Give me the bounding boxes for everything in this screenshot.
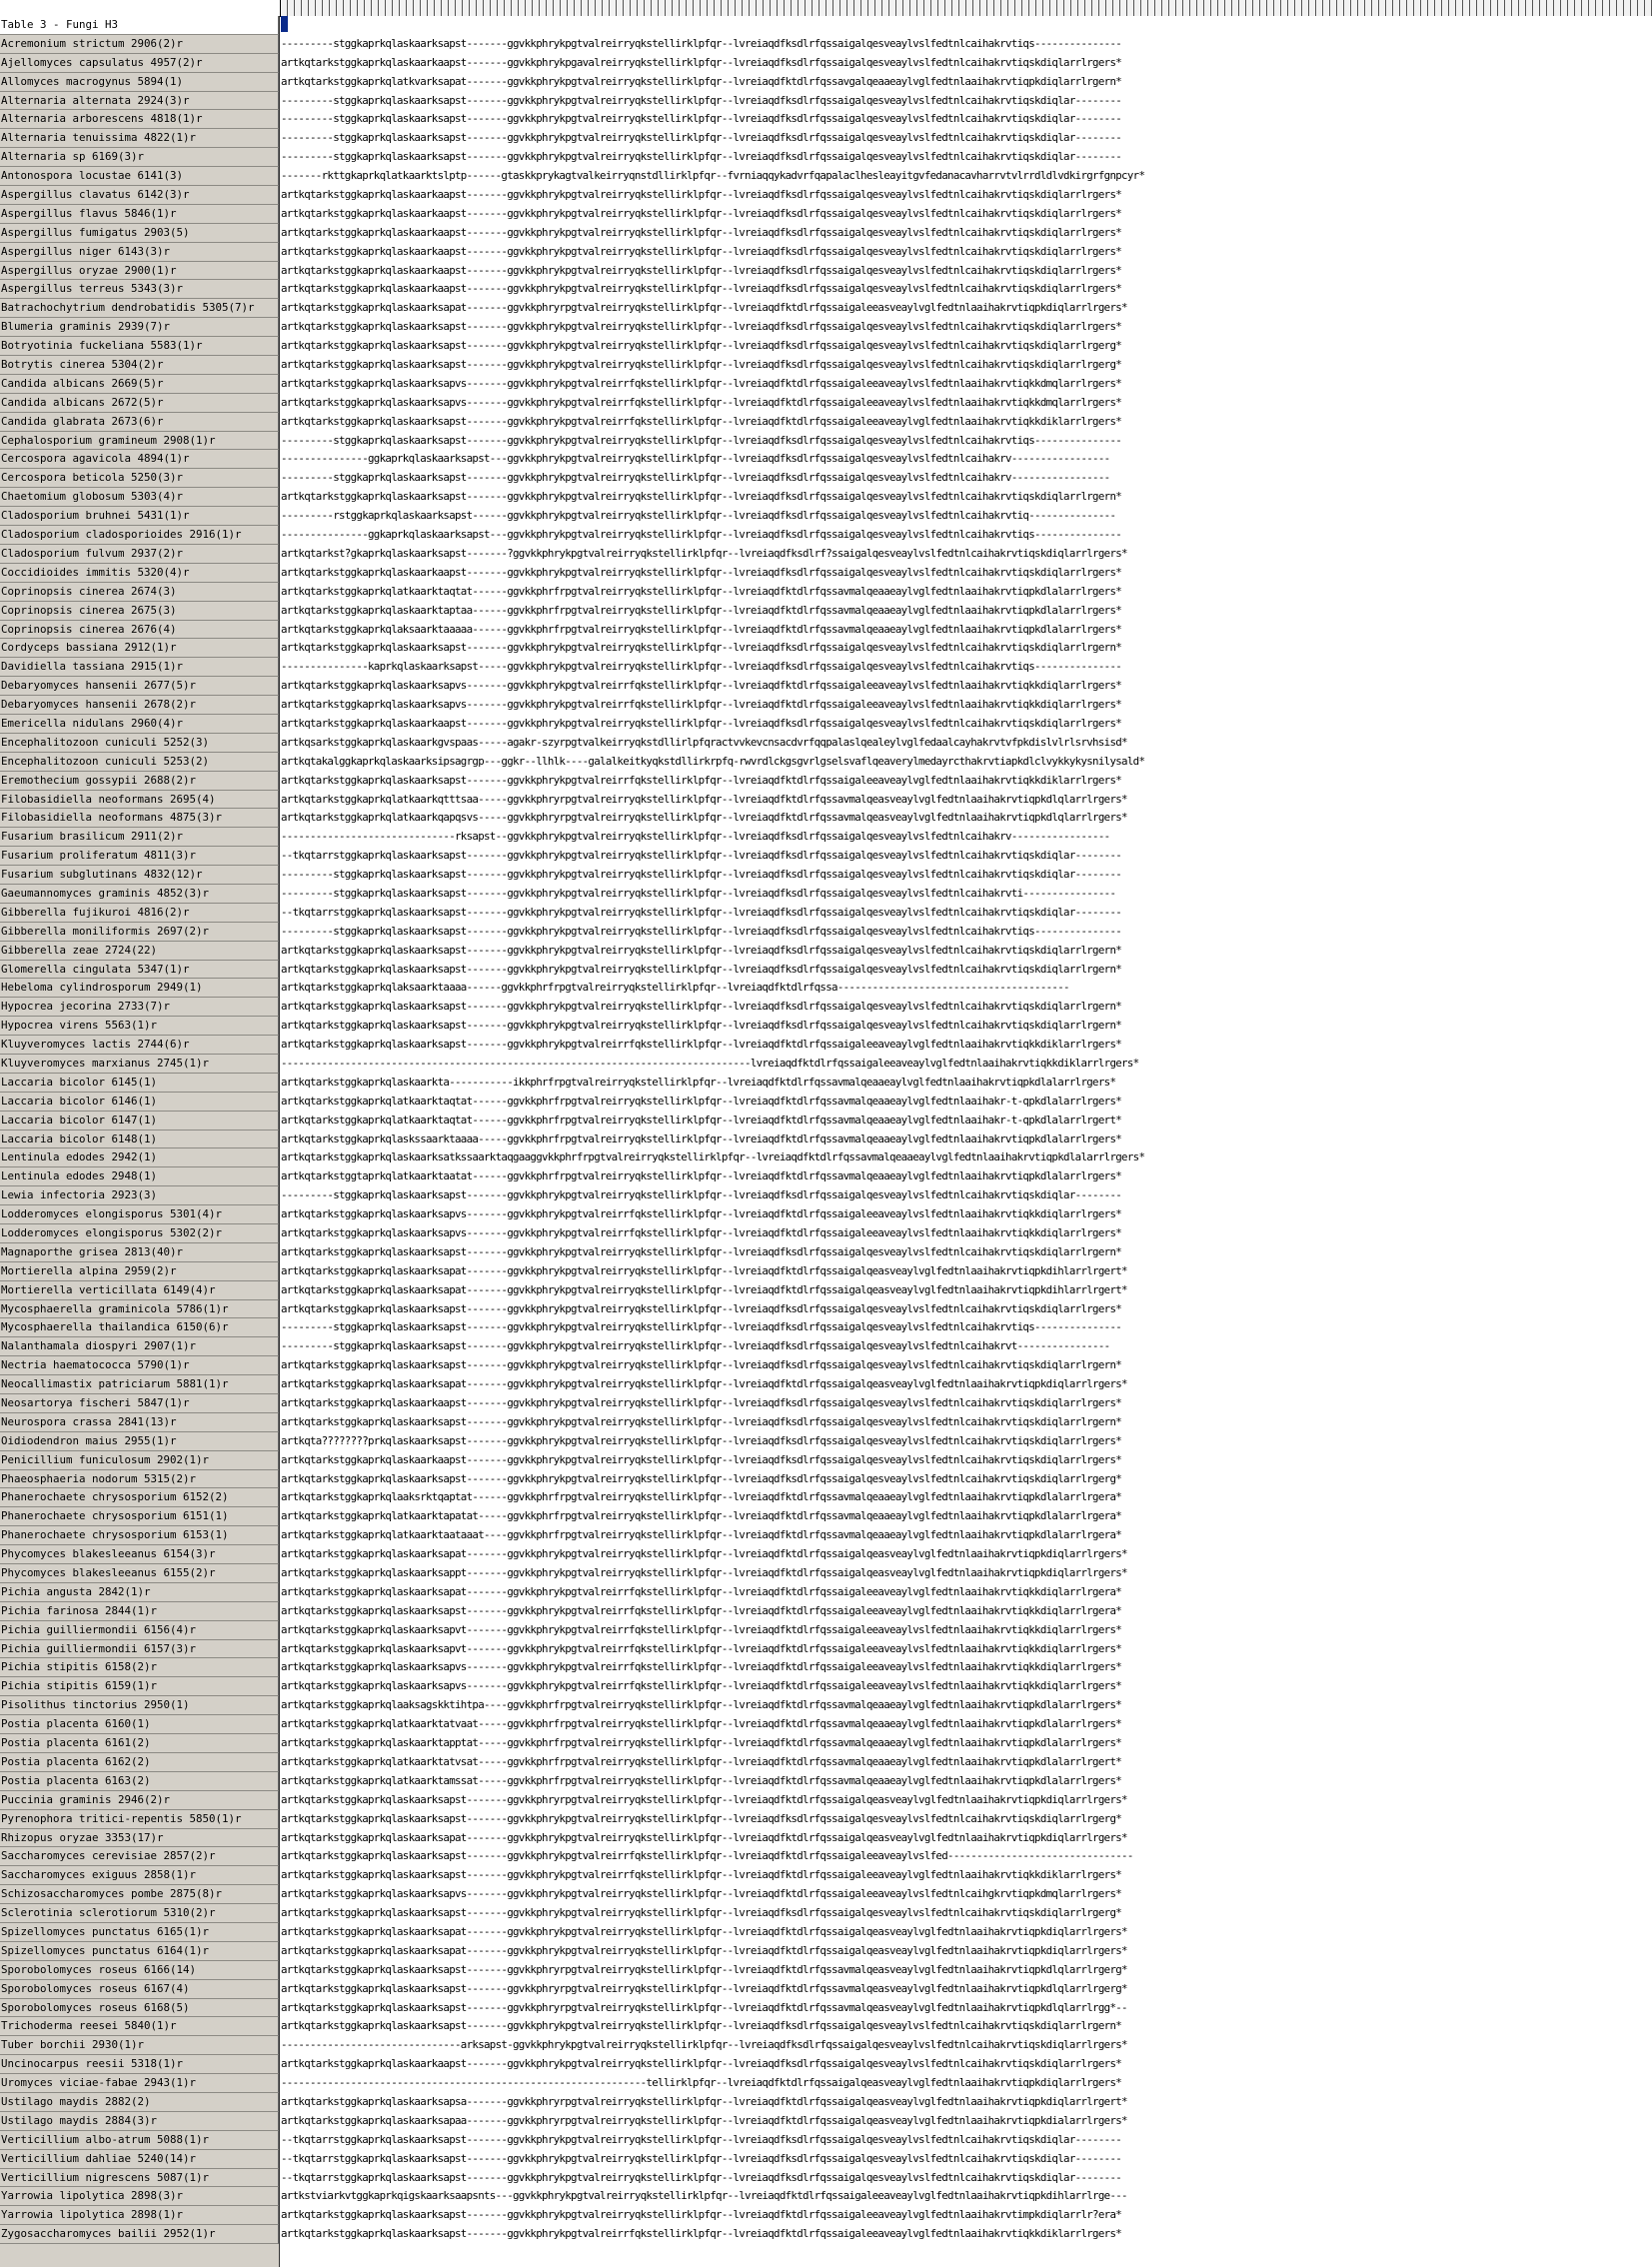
sequence-name[interactable]: Phycomyces blakesleeanus 6155(2)r <box>0 1564 279 1583</box>
sequence-row[interactable]: artkqtakalggkaprkqlaskaarksipsagrgp---ggkr--llhlk----galalkeitkyqkstdllirkrpfq-rwvrdlckgsgvrlgselsvaflqeaverylmedayrcthakrvtiapkdlclvykkykysnilysald* <box>281 754 1145 768</box>
sequence-name[interactable]: Candida albicans 2672(5)r <box>0 394 279 413</box>
sequence-name[interactable]: Coccidioides immitis 5320(4)r <box>0 564 279 583</box>
sequence-name[interactable]: Yarrowia lipolytica 2898(3)r <box>0 2187 279 2206</box>
sequence-row[interactable]: artkqtarkstggkaprkqlaskaarksappt-------ggvkkphrykpgtvalreirryqkstellirklpfqr--lvreiaqdfktdlrfqssaigalqeasveaylvglfedtnlaaihakrvtiqpkdiqlarrlrgers* <box>281 1566 1127 1580</box>
sequence-row[interactable]: ---------stggkaprkqlaskaarksapst-------ggvkkphrykpgtvalreirryqkstellirklpfqr--lvreiaqdfksdlrfqssaigalqesveaylvslfedtnlcaihakrvt---------------- <box>281 1339 1110 1353</box>
sequence-row[interactable]: artkqtarkstggkaprkqlaskaarktaptaa------ggvkkphrfrpgtvalreirryqkstellirklpfqr--lvreiaqdfktdlrfqssavmalqeaaeaylvglfedtnlaaihakrvtiqpkdlalarrlrgers* <box>281 603 1122 617</box>
sequence-name[interactable]: Fusarium brasilicum 2911(2)r <box>0 828 279 847</box>
sequence-name[interactable]: Botryotinia fuckeliana 5583(1)r <box>0 337 279 356</box>
sequence-name[interactable]: Encephalitozoon cuniculi 5252(3) <box>0 734 279 753</box>
sequence-row[interactable]: -------rkttgkaprkqlatkaarktslptp------gtaskkprykagtvalkeirryqnstdllirklpfqr--fvrniaqqykadvrfqapalaclhesleayitgvfedanacavharrvtvlrrdldlvdkirgrfgnpcyr* <box>281 169 1145 183</box>
sequence-name[interactable]: Cladosporium bruhnei 5431(1)r <box>0 507 279 526</box>
sequence-name[interactable]: Debaryomyces hansenii 2677(5)r <box>0 677 279 696</box>
sequence-row[interactable]: artkqtarkstggkaprkqlaksaarktaaaa------ggvkkphrfrpgtvalreirryqkstellirklpfqr--lvreiaqdfktdlrfqssa---------------------------------------- <box>281 981 1069 995</box>
sequence-name[interactable]: Cercospora agavicola 4894(1)r <box>0 450 279 469</box>
sequence-name[interactable]: Allomyces macrogynus 5894(1) <box>0 73 279 92</box>
sequence-name[interactable]: Pisolithus tinctorius 2950(1) <box>0 1696 279 1715</box>
sequence-name[interactable]: Laccaria bicolor 6146(1) <box>0 1093 279 1112</box>
sequence-name[interactable]: Hypocrea virens 5563(1)r <box>0 1017 279 1036</box>
sequence-name[interactable]: Debaryomyces hansenii 2678(2)r <box>0 696 279 715</box>
sequence-row[interactable]: artkqtarkstggkaprkqlaskaarksapst-------ggvkkphrykpgtvalreirryqkstellirklpfqr--lvreiaqdfksdlrfqssaigalqesveaylvslfedtnlcaihakrvtiqskdiqlarrlrgern* <box>281 641 1122 655</box>
sequence-row[interactable]: ---------------------------------------------------------------------------------lvreiaqdfktdlrfqssaigaleeaveaylvglfedtnlaaihakrvtiqkkdiklarrlrgers* <box>281 1056 1139 1070</box>
sequence-name[interactable]: Cladosporium fulvum 2937(2)r <box>0 545 279 564</box>
sequence-row[interactable]: artkqtarkstggkaprkqlaskaarksapst-------ggvkkphrykpgtvalreirryqkstellirklpfqr--lvreiaqdfksdlrfqssaigalqesveaylvslfedtnlcaihakrvtiqskdiqlarrlrgern* <box>281 2019 1122 2033</box>
sequence-name[interactable]: Gibberella zeae 2724(22) <box>0 942 279 961</box>
sequence-row[interactable]: artkqtarkstggkaprkqlaskaarksapsa-------ggvkkphryrpgtvalreirryqkstellirklpfqr--lvreiaqdfktdlrfqssaigalqeasveaylvglfedtnlaaihakrvtiqpkdiqlarrlrgert* <box>281 2094 1127 2108</box>
alignment-panel[interactable] <box>281 16 1652 2267</box>
sequence-row[interactable]: artkqtarkstggkaprkqlaskaarksapvs-------ggvkkphrykpgtvalreirrfqkstellirklpfqr--lvreiaqdfktdlrfqssaigaleeaveaylvslfedtnlaaihakrvtiqkkdiqlarrlrgers* <box>281 698 1122 712</box>
sequence-row[interactable]: artkqtarkstggkaprkqlaskaarksapvs-------ggvkkphrykpgtvalreirrfqkstellirklpfqr--lvreiaqdfktdlrfqssaigaleeaveaylvslfedtnlaaihakrvtiqkkdiqlarrlrgers* <box>281 1226 1122 1239</box>
sequence-row[interactable]: ---------stggkaprkqlaskaarksapst-------ggvkkphrykpgtvalreirryqkstellirklpfqr--lvreiaqdfksdlrfqssaigalqesveaylvslfedtnlcaihakrvti---------------- <box>281 886 1116 900</box>
sequence-name[interactable]: Coprinopsis cinerea 2676(4) <box>0 621 279 640</box>
sequence-row[interactable]: --tkqtarrstggkaprkqlaskaarksapst-------ggvkkphrykpgtvalreirryqkstellirklpfqr--lvreiaqdfksdlrfqssaigalqesveaylvslfedtnlcaihakrvtiqskdiqlar-------- <box>281 2132 1122 2146</box>
sequence-name[interactable]: Verticillium dahliae 5240(14)r <box>0 2150 279 2169</box>
sequence-name[interactable]: Ustilago maydis 2884(3)r <box>0 2112 279 2131</box>
sequence-name[interactable]: Neurospora crassa 2841(13)r <box>0 1413 279 1432</box>
sequence-name[interactable]: Penicillium funiculosum 2902(1)r <box>0 1451 279 1470</box>
sequence-row[interactable]: artkqtarkstggkaprkqlaskaarksapst-------ggvkkphryrpgtvalreirryqkstellirklpfqr--lvreiaqdfktdlrfqssaigalqeasveaylvglfedtnlaaihakrvtiqpkdiqlarrlrgers* <box>281 1792 1127 1806</box>
sequence-row[interactable]: artkqtarkstggkaprkqlaskaarksapaa-------ggvkkphryrpgtvalreirryqkstellirklpfqr--lvreiaqdfktdlrfqssaigalqeasveaylvglfedtnlaaihakrvtiqpkdialarrlrgers* <box>281 2113 1127 2127</box>
sequence-row[interactable]: artkqta????????prkqlaskaarksapst-------ggvkkphrykpgtvalreirryqkstellirklpfqr--lvreiaqdfksdlrfqssaigalqesveaylvslfedtnlcaihakrvtiqskdiqlarrlrgers* <box>281 1433 1122 1447</box>
sequence-row[interactable]: ------------------------------rksapst--ggvkkphrykpgtvalreirryqkstellirklpfqr--lvreiaqdfksdlrfqssaigalqesveaylvslfedtnlcaihakrv----------------- <box>281 830 1110 844</box>
sequence-row[interactable]: artkqtarkstggkaprkqlaskaarksapst-------ggvkkphrykpgtvalreirrfqkstellirklpfqr--lvreiaqdfktdlrfqssaigaleeaveaylvglfedtnlaaihakrvtiqkkdiklarrlrgers* <box>281 1038 1122 1052</box>
sequence-row[interactable]: artkqtarkstggkaprkqlaskaarksapvs-------ggvkkphrykpgtvalreirrfqkstellirklpfqr--lvreiaqdfktdlrfqssaigaleeaveaylvslfedtnlaaihakrvtiqkkdmqlarrlrgers* <box>281 376 1122 390</box>
sequence-name[interactable]: Neosartorya fischeri 5847(1)r <box>0 1394 279 1413</box>
sequence-name[interactable]: Emericella nidulans 2960(4)r <box>0 715 279 734</box>
sequence-row[interactable]: artkqtarkstggkaprkqlaskaarksapvs-------ggvkkphrykpgtvalreirrfqkstellirklpfqr--lvreiaqdfktdlrfqssaigaleeaveaylvslfedtnlaaihakrvtiqkkdiqlarrlrgers* <box>281 1679 1122 1693</box>
sequence-name[interactable]: Aspergillus fumigatus 2903(5) <box>0 224 279 243</box>
sequence-row[interactable]: artkqtarkstggkaprkqlatkaarktamssat-----ggvkkphrfrpgtvalreirryqkstellirklpfqr--lvreiaqdfktdlrfqssavmalqeaaeaylvglfedtnlaaihakrvtiqpkdlalarrlrgers* <box>281 1773 1122 1787</box>
sequence-name[interactable]: Spizellomyces punctatus 6164(1)r <box>0 1942 279 1961</box>
sequence-name[interactable]: Cordyceps bassiana 2912(1)r <box>0 639 279 658</box>
sequence-name[interactable]: Schizosaccharomyces pombe 2875(8)r <box>0 1885 279 1904</box>
sequence-row[interactable]: ---------stggkaprkqlaskaarksapst-------ggvkkphrykpgtvalreirryqkstellirklpfqr--lvreiaqdfksdlrfqssaigalqesveaylvslfedtnlcaihakrvtiqskdiqlar-------- <box>281 112 1122 126</box>
sequence-name[interactable]: Zygosaccharomyces bailii 2952(1)r <box>0 2225 279 2244</box>
sequence-name[interactable]: Phanerochaete chrysosporium 6153(1) <box>0 1526 279 1545</box>
sequence-name[interactable]: Coprinopsis cinerea 2674(3) <box>0 583 279 602</box>
sequence-name[interactable]: Oidiodendron maius 2955(1)r <box>0 1432 279 1451</box>
sequence-row[interactable]: ---------------ggkaprkqlaskaarksapst---ggvkkphrykpgtvalreirryqkstellirklpfqr--lvreiaqdfksdlrfqssaigalqesveaylvslfedtnlcaihakrvtiqs--------------- <box>281 528 1122 542</box>
sequence-name[interactable]: Postia placenta 6160(1) <box>0 1715 279 1734</box>
sequence-name[interactable]: Glomerella cingulata 5347(1)r <box>0 961 279 980</box>
sequence-row[interactable]: artkqtarkstggkaprkqlaskaarkaapst-------ggvkkphrykpgtvalreirryqkstellirklpfqr--lvreiaqdfksdlrfqssaigalqesveaylvslfedtnlcaihakrvtiqskdiqlarrlrgers* <box>281 565 1122 579</box>
sequence-row[interactable]: artkqtarkstggkaprkqlaskaarksapst-------ggvkkphrykpgtvalreirryqkstellirklpfqr--lvreiaqdfksdlrfqssaigalqesveaylvslfedtnlcaihakrvtiqskdiqlarrlrgern* <box>281 1000 1122 1014</box>
sequence-name[interactable]: Aspergillus flavus 5846(1)r <box>0 205 279 224</box>
sequence-name[interactable]: Sporobolomyces roseus 6167(4) <box>0 1980 279 1999</box>
sequence-row[interactable]: ---------stggkaprkqlaskaarksapst-------ggvkkphrykpgtvalreirryqkstellirklpfqr--lvreiaqdfksdlrfqssaigalqesveaylvslfedtnlcaihakrvtiqskdiqlar-------- <box>281 868 1122 882</box>
sequence-name[interactable]: Alternaria sp 6169(3)r <box>0 148 279 167</box>
sequence-row[interactable]: ---------stggkaprkqlaskaarksapst-------ggvkkphrykpgtvalreirryqkstellirklpfqr--lvreiaqdfksdlrfqssaigalqesveaylvslfedtnlcaihakrvtiqs--------------- <box>281 36 1122 50</box>
sequence-name[interactable]: Pichia stipitis 6159(1)r <box>0 1677 279 1696</box>
sequence-row[interactable]: artkqtarkstggkaprkqlatkvarksapat-------ggvkkphrykpgtvalreirryqkstellirklpfqr--lvreiaqdfktdlrfqssavgalqeaaeaylvglfedtnlaaihakrvtiqpkdiqlarrlrgern* <box>281 74 1122 88</box>
sequence-name[interactable]: Batrachochytrium dendrobatidis 5305(7)r <box>0 299 279 318</box>
sequence-name[interactable]: Postia placenta 6162(2) <box>0 1753 279 1772</box>
sequence-row[interactable]: artkqtarkstggkaprkqlaskaarksapat-------ggvkkphrykpgtvalreirrfqkstellirklpfqr--lvreiaqdfktdlrfqssaigaleeaveaylvglfedtnlaaihakrvtiqkkdiqlarrlrgera* <box>281 1584 1122 1598</box>
sequence-name[interactable]: Pichia stipitis 6158(2)r <box>0 1658 279 1677</box>
sequence-name[interactable]: Verticillium albo-atrum 5088(1)r <box>0 2131 279 2150</box>
sequence-row[interactable]: artkqtarkstggkaprkqlaskaarksapst-------ggvkkphrykpgtvalreirryqkstellirklpfqr--lvreiaqdfksdlrfqssaigalqesveaylvslfedtnlcaihakrvtiqskdiqlarrlrgern* <box>281 490 1122 504</box>
ruler-corner <box>0 0 281 16</box>
sequence-name[interactable]: Filobasidiella neoformans 2695(4) <box>0 791 279 810</box>
sequence-row[interactable]: artkqtarkstggkaprkqlaskaarkaapst-------ggvkkphrykpgtvalreirryqkstellirklpfqr--lvreiaqdfksdlrfqssaigalqesveaylvslfedtnlcaihakrvtiqskdiqlarrlrgers* <box>281 206 1122 220</box>
sequence-row[interactable]: artkqtarkstggkaprkqlaskaarksapst-------ggvkkphrykpgtvalreirrfqkstellirklpfqr--lvreiaqdfktdlrfqssaigaleeaveaylvglfedtnlaaihakrvtiqkkdiklarrlrgers* <box>281 2227 1122 2241</box>
sequence-row[interactable]: --tkqtarrstggkaprkqlaskaarksapst-------ggvkkphrykpgtvalreirryqkstellirklpfqr--lvreiaqdfksdlrfqssaigalqesveaylvslfedtnlcaihakrvtiqskdiqlar-------- <box>281 2151 1122 2165</box>
sequence-row[interactable]: artkqtarkstggkaprkqlaskaarksapst-------ggvkkphrykpgtvalreirrfqkstellirklpfqr--lvreiaqdfktdlrfqssaigaleeaveaylvglfedtnlaaihakrvtiqkkdiklarrlrgers* <box>281 773 1122 787</box>
sequence-row[interactable]: artkqtarkstggkaprkqlaskaarksapst-------ggvkkphrykpgtvalreirryqkstellirklpfqr--lvreiaqdfksdlrfqssaigalqesveaylvslfedtnlcaihakrvtiqskdiqlarrlrgers* <box>281 320 1122 334</box>
sequence-name[interactable]: Gaeumannomyces graminis 4852(3)r <box>0 885 279 904</box>
sequence-row[interactable]: artkqtarkstggkaprkqlaskaarkaapst-------ggvkkphrykpgtvalreirryqkstellirklpfqr--lvreiaqdfksdlrfqssaigalqesveaylvslfedtnlcaihakrvtiqskdiqlarrlrgers* <box>281 263 1122 277</box>
sequence-row[interactable]: artkqtarkstggkaprkqlaskaarkaapst-------ggvkkphrykpgtvalreirryqkstellirklpfqr--lvreiaqdfksdlrfqssaigalqesveaylvslfedtnlcaihakrvtiqskdiqlarrlrgers* <box>281 244 1122 258</box>
text-cursor <box>281 16 288 32</box>
sequence-row[interactable]: artkqtarkstggkaprkqlaskaarksapvt-------ggvkkphrykpgtvalreirrfqkstellirklpfqr--lvreiaqdfktdlrfqssaigaleeaveaylvslfedtnlaaihakrvtiqkkdiqlarrlrgers* <box>281 1622 1122 1636</box>
sequence-name[interactable]: Cladosporium cladosporioides 2916(1)r <box>0 526 279 545</box>
sequence-row[interactable]: artkqtarkstggkaprkqlaaksrktqaptat------ggvkkphrfrpgtvalreirryqkstellirklpfqr--lvreiaqdfktdlrfqssavmalqeaaeaylvglfedtnlaaihakrvtiqpkdlalarrlrgera* <box>281 1490 1122 1504</box>
sequence-row[interactable]: artkqtarkstggkaprkqlaskaarkaapst-------ggvkkphrykpgtvalreirryqkstellirklpfqr--lvreiaqdfksdlrfqssaigalqesveaylvslfedtnlcaihakrvtiqskdiqlarrlrgers* <box>281 282 1122 296</box>
sequence-name[interactable]: Magnaporthe grisea 2813(40)r <box>0 1243 279 1262</box>
sequence-row[interactable]: artkqtarkstggkaprkqlaaksagskktihtpa----ggvkkphrfrpgtvalreirryqkstellirklpfqr--lvreiaqdfktdlrfqssavmalqeaaeaylvglfedtnlaaihakrvtiqpkdlalarrlrgers* <box>281 1698 1122 1712</box>
sequence-name[interactable]: Pichia guilliermondii 6157(3)r <box>0 1640 279 1659</box>
sequence-name[interactable]: Davidiella tassiana 2915(1)r <box>0 658 279 677</box>
sequence-row[interactable]: artkqtarkstggkaprkqlaskaarkaapst-------ggvkkphrykpgtvalreirryqkstellirklpfqr--lvreiaqdfksdlrfqssaigalqesveaylvslfedtnlcaihakrvtiqskdiqlarrlrgers* <box>281 1452 1122 1466</box>
sequence-name[interactable]: Chaetomium globosum 5303(4)r <box>0 488 279 507</box>
sequence-name[interactable]: Saccharomyces cerevisiae 2857(2)r <box>0 1847 279 1866</box>
sequence-name-column <box>0 16 280 2267</box>
sequence-name[interactable]: Kluyveromyces lactis 2744(6)r <box>0 1036 279 1055</box>
sequence-name[interactable]: Sporobolomyces roseus 6168(5) <box>0 1999 279 2018</box>
sequence-row[interactable]: artkqtarkstggkaprkqlatkaarktaqtat------ggvkkphrfrpgtvalreirryqkstellirklpfqr--lvreiaqdfktdlrfqssavmalqeaaeaylvglfedtnlaaihakrvtiqpkdlalarrlrgers* <box>281 584 1122 598</box>
sequence-name[interactable]: Hebeloma cylindrosporum 2949(1) <box>0 979 279 998</box>
sequence-row[interactable]: artkqtarkstggkaprkqlaskaarksapst-------ggvkkphrykpgtvalreirryqkstellirklpfqr--lvreiaqdfksdlrfqssaigalqesveaylvslfedtnlcaihakrvtiqskdiqlarrlrgern* <box>281 1244 1122 1258</box>
sequence-row[interactable]: ---------stggkaprkqlaskaarksapst-------ggvkkphrykpgtvalreirryqkstellirklpfqr--lvreiaqdfksdlrfqssaigalqesveaylvslfedtnlcaihakrvtiqskdiqlar-------- <box>281 93 1122 107</box>
sequence-row[interactable]: artkqtarkstggkaprkqlaskaarksapst-------ggvkkphrykpgtvalreirrfqkstellirklpfqr--lvreiaqdfktdlrfqssaigaleeaveaylvglfedtnlaaihakrvtiqkkdiklarrlrgers* <box>281 414 1122 428</box>
sequence-name[interactable]: Nalanthamala diospyri 2907(1)r <box>0 1337 279 1356</box>
sequence-row[interactable]: artkqtarkstggtaprkqlatkaarktaatat------ggvkkphrfrpgtvalreirryqkstellirklpfqr--lvreiaqdfktdlrfqssavmalqeaaeaylvglfedtnlaaihakrvtiqpkdlalarrlrgers* <box>281 1169 1122 1183</box>
sequence-name[interactable]: Fusarium proliferatum 4811(3)r <box>0 847 279 866</box>
sequence-row[interactable]: artkqtarkstggkaprkqlaskaarkta-----------ikkphrfrpgtvalreirryqkstellirklpfqr--lvreiaqdfktdlrfqssavmalqeaaeaylvglfedtnlaaihakrvtiqpkdlalarrlrgers* <box>281 1075 1116 1089</box>
sequence-name[interactable]: Fusarium subglutinans 4832(12)r <box>0 866 279 885</box>
sequence-name[interactable]: Puccinia graminis 2946(2)r <box>0 1791 279 1810</box>
sequence-row[interactable]: artkqtarkstggkaprkqlaskaarkaapst-------ggvkkphrykpgavalreirryqkstellirklpfqr--lvreiaqdfksdlrfqssaigalqesveaylvslfedtnlcaihakrvtiqskdiqlarrlrgers* <box>281 55 1122 69</box>
sequence-name[interactable]: Kluyveromyces marxianus 2745(1)r <box>0 1055 279 1074</box>
sequence-row[interactable]: ---------------ggkaprkqlaskaarksapst---ggvkkphrykpgtvalreirryqkstellirklpfqr--lvreiaqdfksdlrfqssaigalqesveaylvslfedtnlcaihakrv----------------- <box>281 452 1110 466</box>
sequence-row[interactable]: ---------stggkaprkqlaskaarksapst-------ggvkkphrykpgtvalreirryqkstellirklpfqr--lvreiaqdfksdlrfqssaigalqesveaylvslfedtnlcaihakrvtiqs--------------- <box>281 433 1122 447</box>
sequence-name[interactable]: Cephalosporium gramineum 2908(1)r <box>0 432 279 451</box>
sequence-name[interactable]: Pichia guilliermondii 6156(4)r <box>0 1621 279 1640</box>
sequence-row[interactable]: artkqtarkstggkaprkqlaskaarksapst-------ggvkkphrykpgtvalreirryqkstellirklpfqr--lvreiaqdfksdlrfqssaigalqesveaylvslfedtnlcaihakrvtiqskdiqlarrlrgerg* <box>281 1906 1122 1920</box>
sequence-name[interactable]: Lentinula edodes 2942(1) <box>0 1148 279 1167</box>
sequence-row[interactable]: artkqtarkstggkaprkqlatkaarktaqtat------ggvkkphrfrpgtvalreirryqkstellirklpfqr--lvreiaqdfktdlrfqssavmalqeaaeaylvglfedtnlaaihakr-t-qpkdlalarrlrgers* <box>281 1094 1122 1108</box>
sequence-row[interactable]: artkqtarkstggkaprkqlaskaarksapat-------ggvkkphrykpgtvalreirryqkstellirklpfqr--lvreiaqdfktdlrfqssaigalqeasveaylvglfedtnlaaihakrvtiqpkdiqlarrlrgers* <box>281 1924 1127 1938</box>
sequence-row[interactable]: artkqtarkstggkaprkqlatkaarktatvsat-----ggvkkphrfrpgtvalreirryqkstellirklpfqr--lvreiaqdfktdlrfqssavmalqeaaeaylvglfedtnlaaihakrvtiqpkdlalarrlrgert* <box>281 1754 1122 1768</box>
sequence-name[interactable]: Nectria haematococca 5790(1)r <box>0 1356 279 1375</box>
sequence-name[interactable]: Phycomyces blakesleeanus 6154(3)r <box>0 1545 279 1564</box>
sequence-row[interactable]: artkqtarkstggkaprkqlaksaarktaaaaa------ggvkkphrfrpgtvalreirryqkstellirklpfqr--lvreiaqdfktdlrfqssavmalqeaaeaylvglfedtnlaaihakrvtiqpkdlalarrlrgers* <box>281 622 1122 636</box>
sequence-row[interactable]: artkqtarkstggkaprkqlaskaarksapst-------ggvkkphryrpgtvalreirryqkstellirklpfqr--lvreiaqdfktdlrfqssavmalqeasveaylvglfedtnlaaihakrvtiqpkdlqlarrlrgerg* <box>281 1981 1127 1995</box>
sequence-row[interactable]: artkqtarkstggkaprkqlaskaarksapst-------ggvkkphrykpgtvalreirryqkstellirklpfqr--lvreiaqdfksdlrfqssaigalqesveaylvslfedtnlcaihakrvtiqskdiqlarrlrgern* <box>281 1358 1122 1372</box>
sequence-name[interactable]: Filobasidiella neoformans 4875(3)r <box>0 809 279 828</box>
sequence-row[interactable]: artkqtarkstggkaprkqlaskaarksapst-------ggvkkphrykpgtvalreirrfqkstellirklpfqr--lvreiaqdfktdlrfqssaigaleeaveaylvslfed-------------------------------- <box>281 1849 1133 1863</box>
sequence-name[interactable]: Rhizopus oryzae 3353(17)r <box>0 1829 279 1848</box>
sequence-name[interactable]: Verticillium nigrescens 5087(1)r <box>0 2169 279 2188</box>
sequence-name[interactable]: Ustilago maydis 2882(2) <box>0 2093 279 2112</box>
sequence-row[interactable]: artkqtarkstggkaprkqlaskaarksapst-------ggvkkphrykpgtvalreirryqkstellirklpfqr--lvreiaqdfktdlrfqssaigaleeaveaylvglfedtnlaaihakrvtimpkdiqlarrlr?era* <box>281 2208 1122 2222</box>
sequence-row[interactable]: artkqtarkstggkaprkqlaskaarksapvs-------ggvkkphrykpgtvalreirrfqkstellirklpfqr--lvreiaqdfktdlrfqssaigaleeaveaylvslfedtnlaaihakrvtiqkkdmqlarrlrgers* <box>281 395 1122 409</box>
sequence-row[interactable]: artkqtarkstggkaprkqlaskaarksapat-------ggvkkphrykpgtvalreirryqkstellirklpfqr--lvreiaqdfktdlrfqssaigalqeasveaylvglfedtnlaaihakrvtiqpkdihlarrlrgert* <box>281 1263 1127 1277</box>
sequence-name[interactable]: Candida albicans 2669(5)r <box>0 375 279 394</box>
sequence-row[interactable]: artkqtarkstggkaprkqlaskaarksapst-------ggvkkphrykpgtvalreirryqkstellirklpfqr--lvreiaqdfksdlrfqssaigalqesveaylvslfedtnlcaihakrvtiqskdiqlarrlrgern* <box>281 962 1122 976</box>
sequence-name[interactable]: Coprinopsis cinerea 2675(3) <box>0 602 279 621</box>
sequence-row[interactable]: artkqtarkstggkaprkqlaskaarkaapst-------ggvkkphrykpgtvalreirryqkstellirklpfqr--lvreiaqdfksdlrfqssaigalqesveaylvslfedtnlcaihakrvtiqskdiqlarrlrgers* <box>281 2057 1122 2071</box>
title-row-spacer <box>281 16 1652 35</box>
sequence-name[interactable]: Aspergillus clavatus 6142(3)r <box>0 186 279 205</box>
sequence-row[interactable]: artkqtarkst?gkaprkqlaskaarksapst-------?ggvkkphrykpgtvalreirryqkstellirklpfqr--lvreiaqdfksdlrf?ssaigalqesveaylvslfedtnlcaihakrvtiqskdiqlarrlrgers* <box>281 546 1127 560</box>
sequence-row[interactable]: artkqtarkstggkaprkqlaskaarksapst-------ggvkkphrykpgtvalreirryqkstellirklpfqr--lvreiaqdfksdlrfqssaigalqesveaylvslfedtnlcaihakrvtiqskdiqlarrlrgerg* <box>281 1471 1122 1485</box>
sequence-row[interactable]: artkqtarkstggkaprkqlaskaarksapat-------ggvkkphrykpgtvalreirryqkstellirklpfqr--lvreiaqdfktdlrfqssaigalqeasveaylvglfedtnlaaihakrvtiqpkdiqlarrlrgers* <box>281 1943 1127 1957</box>
sequence-row[interactable]: artkqtarkstggkaprkqlaskaarksapst-------ggvkkphrykpgtvalreirryqkstellirklpfqr--lvreiaqdfksdlrfqssaigalqesveaylvslfedtnlcaihakrvtiqskdiqlarrlrgerg* <box>281 1811 1122 1825</box>
sequence-row[interactable]: ---------stggkaprkqlaskaarksapst-------ggvkkphrykpgtvalreirryqkstellirklpfqr--lvreiaqdfksdlrfqssaigalqesveaylvslfedtnlcaihakrvtiqskdiqlar-------- <box>281 131 1122 145</box>
sequence-name[interactable]: Mortierella alpina 2959(2)r <box>0 1262 279 1281</box>
sequence-name[interactable]: Sclerotinia sclerotiorum 5310(2)r <box>0 1904 279 1923</box>
sequence-row[interactable]: artkqtarkstggkaprkqlaskaarksapst-------ggvkkphrykpgtvalreirryqkstellirklpfqr--lvreiaqdfksdlrfqssaigalqesveaylvslfedtnlcaihakrvtiqskdiqlarrlrgerg* <box>281 358 1122 372</box>
sequence-row[interactable]: ---------------kaprkqlaskaarksapst-----ggvkkphrykpgtvalreirryqkstellirklpfqr--lvreiaqdfksdlrfqssaigalqesveaylvslfedtnlcaihakrvtiqs--------------- <box>281 660 1122 674</box>
sequence-row[interactable]: artkqtarkstggkaprkqlatkaarkqtttsaa-----ggvkkphryrpgtvalreirryqkstellirklpfqr--lvreiaqdfktdlrfqssavmalqeasveaylvglfedtnlaaihakrvtiqpkdlqlarrlrgers* <box>281 792 1127 806</box>
sequence-row[interactable]: artkqtarkstggkaprkqlaskaarksatkssaarktaqgaaggvkkphrfrpgtvalreirryqkstellirklpfqr--lvreiaqdfktdlrfqssavmalqeaaeaylvglfedtnlaaihakrvtiqpkdlalarrlrgers* <box>281 1150 1145 1164</box>
sequence-row[interactable]: artkqtarkstggkaprkqlaskaarkaapst-------ggvkkphrykpgtvalreirryqkstellirklpfqr--lvreiaqdfksdlrfqssaigalqesveaylvslfedtnlcaihakrvtiqskdiqlarrlrgers* <box>281 188 1122 202</box>
sequence-name[interactable]: Aspergillus terreus 5343(3)r <box>0 280 279 299</box>
sequence-row[interactable]: artkqtarkstggkaprkqlaskaarksapat-------ggvkkphrykpgtvalreirryqkstellirklpfqr--lvreiaqdfktdlrfqssaigalqeasveaylvglfedtnlaaihakrvtiqpkdiqlarrlrgers* <box>281 1547 1127 1561</box>
sequence-name[interactable]: Saccharomyces exiguus 2858(1)r <box>0 1866 279 1885</box>
sequence-row[interactable]: artkqtarkstggkaprkqlaskaarksapst-------ggvkkphrykpgtvalreirryqkstellirklpfqr--lvreiaqdfksdlrfqssaigalqesveaylvslfedtnlcaihakrvtiqskdiqlarrlrgers* <box>281 1301 1122 1315</box>
sequence-row[interactable]: artkqtarkstggkaprkqlaskaarksapat-------ggvkkphrykpgtvalreirryqkstellirklpfqr--lvreiaqdfktdlrfqssaigalqeasveaylvglfedtnlaaihakrvtiqpkdiqlarrlrgers* <box>281 1830 1127 1844</box>
sequence-row[interactable]: artkqtarkstggkaprkqlaskaarksapst-------ggvkkphryrpgtvalreirryqkstellirklpfqr--lvreiaqdfktdlrfqssavmalqeasveaylvglfedtnlaaihakrvtiqpkdlqlarrlrgg*-- <box>281 2000 1127 2014</box>
sequence-name[interactable]: Aspergillus niger 6143(3)r <box>0 243 279 262</box>
sequence-row[interactable]: artkqtarkstggkaprkqlaskaarksapst-------ggvkkphrykpgtvalreirrfqkstellirklpfqr--lvreiaqdfktdlrfqssaigaleeaveaylvglfedtnlaaihakrvtiqkkdiklarrlrgers* <box>281 1868 1122 1882</box>
sequence-name[interactable]: Sporobolomyces roseus 6166(14) <box>0 1961 279 1980</box>
sequence-row[interactable]: artkqtarkstggkaprkqlaskaarksapvs-------ggvkkphrykpgtvalreirryqkstellirklpfqr--lvreiaqdfktdlrfqssaigaleeaveaylvslfedtnlcaihgkrvtiqpkdmqlarrlrgers* <box>281 1887 1122 1901</box>
sequence-name[interactable]: Mortierella verticillata 6149(4)r <box>0 1281 279 1300</box>
sequence-row[interactable]: ---------stggkaprkqlaskaarksapst-------ggvkkphrykpgtvalreirryqkstellirklpfqr--lvreiaqdfksdlrfqssaigalqesveaylvslfedtnlcaihakrvtiqskdiqlar-------- <box>281 1188 1122 1202</box>
sequence-name[interactable]: Laccaria bicolor 6148(1) <box>0 1131 279 1149</box>
sequence-name[interactable]: Yarrowia lipolytica 2898(1)r <box>0 2206 279 2225</box>
sequence-name[interactable]: Tuber borchii 2930(1)r <box>0 2036 279 2055</box>
sequence-row[interactable]: artkqtarkstggkaprkqlatkaarkqapqsvs-----ggvkkphryrpgtvalreirryqkstellirklpfqr--lvreiaqdfktdlrfqssavmalqeasveaylvglfedtnlaaihakrvtiqpkdlqlarrlrgers* <box>281 811 1127 825</box>
sequence-name[interactable]: Acremonium strictum 2906(2)r <box>0 35 279 54</box>
sequence-row[interactable]: ---------------------------------------------------------------tellirklpfqr--lvreiaqdfktdlrfqssaigalqeasveaylvglfedtnlaaihakrvtiqpkdiqlarrlrgers* <box>281 2076 1122 2090</box>
sequence-row[interactable]: artkqtarkstggkaprkqlaskaarkaapst-------ggvkkphrykpgtvalreirryqkstellirklpfqr--lvreiaqdfksdlrfqssaigalqesveaylvslfedtnlcaihakrvtiqskdiqlarrlrgers* <box>281 716 1122 730</box>
sequence-row[interactable]: --tkqtarrstggkaprkqlaskaarksapst-------ggvkkphrykpgtvalreirryqkstellirklpfqr--lvreiaqdfksdlrfqssaigalqesveaylvslfedtnlcaihakrvtiqskdiqlar-------- <box>281 905 1122 919</box>
sequence-name[interactable]: Postia placenta 6161(2) <box>0 1734 279 1753</box>
sequence-name[interactable]: Antonospora locustae 6141(3) <box>0 167 279 186</box>
sequence-name[interactable]: Aspergillus oryzae 2900(1)r <box>0 262 279 281</box>
sequence-row[interactable]: artkqtarkstggkaprkqlaskaarksapst-------ggvkkphrykpgtvalreirrfqkstellirklpfqr--lvreiaqdfktdlrfqssaigaleeaveaylvglfedtnlaaihakrvtiqkkdiqlarrlrgera* <box>281 1603 1122 1617</box>
sequence-row[interactable]: ---------stggkaprkqlaskaarksapst-------ggvkkphrykpgtvalreirryqkstellirklpfqr--lvreiaqdfksdlrfqssaigalqesveaylvslfedtnlcaihakrvtiqs--------------- <box>281 1320 1122 1334</box>
sequence-row[interactable]: artkqsarkstggkaprkqlaskaarkgvspaas-----agakr-szyrpgtvalkeirryqkstdllirlpfqractvvkevcnsacdvrfqqpalaslqealeylvglfedaalcayhakrvtvfpkdislvlrlsrvhsisd* <box>281 735 1127 749</box>
sequence-name[interactable]: Phanerochaete chrysosporium 6151(1) <box>0 1507 279 1526</box>
sequence-name[interactable]: Uromyces viciae-fabae 2943(1)r <box>0 2074 279 2093</box>
sequence-row[interactable]: artkqtarkstggkaprkqlaskaarksapst-------ggvkkphryrpgtvalreirryqkstellirklpfqr--lvreiaqdfktdlrfqssavmalqeasveaylvglfedtnlaaihakrvtiqpkdlqlarrlrgerg* <box>281 1962 1127 1976</box>
sequence-row[interactable]: ---------stggkaprkqlaskaarksapst-------ggvkkphrykpgtvalreirryqkstellirklpfqr--lvreiaqdfksdlrfqssaigalqesveaylvslfedtnlcaihakrvtiqs--------------- <box>281 924 1122 938</box>
table-title: Table 3 - Fungi H3 <box>0 16 279 35</box>
sequence-row[interactable]: artkqtarkstggkaprkqlatkaarktapatat-----ggvkkphrfrpgtvalreirryqkstellirklpfqr--lvreiaqdfktdlrfqssavmalqeaaeaylvglfedtnlaaihakrvtiqpkdlalarrlrgera* <box>281 1509 1122 1523</box>
sequence-row[interactable]: artkqtarkstggkaprkqlaskaarktapptat-----ggvkkphrfrpgtvalreirryqkstellirklpfqr--lvreiaqdfktdlrfqssavmalqeaaeaylvglfedtnlaaihakrvtiqpkdlalarrlrgers* <box>281 1736 1122 1750</box>
sequence-name[interactable]: Candida glabrata 2673(6)r <box>0 413 279 432</box>
sequence-name[interactable]: Spizellomyces punctatus 6165(1)r <box>0 1923 279 1942</box>
sequence-row[interactable]: artkstviarkvtggkaprkqigskaarksaapsnts---ggvkkphrykpgtvalreirryqkstellirklpfqr--lvreiaqdfktdlrfqssaigaleeaveaylvglfedtnlaaihakrvtiqpkdihlarrlrge--- <box>281 2189 1127 2203</box>
sequence-row[interactable]: artkqtarkstggkaprkqlaskaarksapst-------ggvkkphrykpgtvalreirryqkstellirklpfqr--lvreiaqdfksdlrfqssaigalqesveaylvslfedtnlcaihakrvtiqskdiqlarrlrgern* <box>281 1414 1122 1428</box>
sequence-row[interactable]: -------------------------------arksapst-ggvkkphrykpgtvalreirryqkstellirklpfqr--lvreiaqdfksdlrfqssaigalqesveaylvslfedtnlcaihakrvtiqskdiqlarrlrgers* <box>281 2038 1127 2052</box>
sequence-name[interactable]: Alternaria arborescens 4818(1)r <box>0 110 279 129</box>
sequence-name[interactable]: Pichia angusta 2842(1)r <box>0 1583 279 1602</box>
sequence-row[interactable]: artkqtarkstggkaprkqlaskaarksapvs-------ggvkkphrykpgtvalreirrfqkstellirklpfqr--lvreiaqdfktdlrfqssaigaleeaveaylvslfedtnlaaihakrvtiqkkdiqlarrlrgers* <box>281 1660 1122 1674</box>
sequence-name[interactable]: Ajellomyces capsulatus 4957(2)r <box>0 54 279 73</box>
sequence-name[interactable]: Pyrenophora tritici-repentis 5850(1)r <box>0 1810 279 1829</box>
sequence-row[interactable]: ---------rstggkaprkqlaskaarksapst------ggvkkphrykpgtvalreirryqkstellirklpfqr--lvreiaqdfksdlrfqssaigalqesveaylvslfedtnlcaihakrvtiq--------------- <box>281 509 1116 523</box>
sequence-name[interactable]: Alternaria alternata 2924(3)r <box>0 92 279 111</box>
sequence-row[interactable]: --tkqtarrstggkaprkqlaskaarksapst-------ggvkkphrykpgtvalreirryqkstellirklpfqr--lvreiaqdfksdlrfqssaigalqesveaylvslfedtnlcaihakrvtiqskdiqlar-------- <box>281 2170 1122 2184</box>
sequence-row[interactable]: artkqtarkstggkaprkqlaskaarksapvs-------ggvkkphrykpgtvalreirrfqkstellirklpfqr--lvreiaqdfktdlrfqssaigaleeaveaylvslfedtnlaaihakrvtiqkkdiqlarrlrgers* <box>281 1207 1122 1221</box>
sequence-name[interactable]: Phanerochaete chrysosporium 6152(2) <box>0 1488 279 1507</box>
sequence-name[interactable]: Postia placenta 6163(2) <box>0 1772 279 1791</box>
sequence-name[interactable]: Botrytis cinerea 5304(2)r <box>0 356 279 375</box>
sequence-name[interactable]: Neocallimastix patriciarum 5881(1)r <box>0 1375 279 1394</box>
sequence-name[interactable]: Uncinocarpus reesii 5318(1)r <box>0 2055 279 2074</box>
sequence-row[interactable]: ---------stggkaprkqlaskaarksapst-------ggvkkphrykpgtvalreirryqkstellirklpfqr--lvreiaqdfksdlrfqssaigalqesveaylvslfedtnlcaihakrv----------------- <box>281 471 1110 485</box>
sequence-name[interactable]: Blumeria graminis 2939(7)r <box>0 318 279 337</box>
sequence-name[interactable]: Laccaria bicolor 6145(1) <box>0 1074 279 1093</box>
sequence-row[interactable]: artkqtarkstggkaprkqlaskaarkaapst-------ggvkkphrykpgtvalreirryqkstellirklpfqr--lvreiaqdfksdlrfqssaigalqesveaylvslfedtnlcaihakrvtiqskdiqlarrlrgers* <box>281 1396 1122 1410</box>
sequence-row[interactable]: artkqtarkstggkaprkqlaskaarksapst-------ggvkkphrykpgtvalreirryqkstellirklpfqr--lvreiaqdfksdlrfqssaigalqesveaylvslfedtnlcaihakrvtiqskdiqlarrlrgern* <box>281 1019 1122 1033</box>
sequence-name[interactable]: Gibberella moniliformis 2697(2)r <box>0 923 279 942</box>
sequence-row[interactable]: --tkqtarrstggkaprkqlaskaarksapst-------ggvkkphrykpgtvalreirryqkstellirklpfqr--lvreiaqdfksdlrfqssaigalqesveaylvslfedtnlcaihakrvtiqskdiqlar-------- <box>281 849 1122 863</box>
sequence-name[interactable]: Laccaria bicolor 6147(1) <box>0 1112 279 1131</box>
sequence-name[interactable]: Pichia farinosa 2844(1)r <box>0 1602 279 1621</box>
sequence-name[interactable]: Hypocrea jecorina 2733(7)r <box>0 998 279 1017</box>
sequence-name[interactable]: Alternaria tenuissima 4822(1)r <box>0 129 279 148</box>
sequence-name[interactable]: Lodderomyces elongisporus 5302(2)r <box>0 1224 279 1243</box>
sequence-name[interactable]: Lewia infectoria 2923(3) <box>0 1186 279 1205</box>
sequence-name[interactable]: Gibberella fujikuroi 4816(2)r <box>0 904 279 923</box>
sequence-name[interactable]: Mycosphaerella thailandica 6150(6)r <box>0 1318 279 1337</box>
sequence-row[interactable]: artkqtarkstggkaprkqlatkaarktatvaat-----ggvkkphrfrpgtvalreirryqkstellirklpfqr--lvreiaqdfktdlrfqssavmalqeaaeaylvglfedtnlaaihakrvtiqpkdlalarrlrgers* <box>281 1717 1122 1731</box>
sequence-row[interactable]: artkqtarkstggkaprkqlaskssaarktaaaa-----ggvkkphrfrpgtvalreirryqkstellirklpfqr--lvreiaqdfktdlrfqssavmalqeaaeaylvglfedtnlaaihakrvtiqpkdlalarrlrgers* <box>281 1132 1122 1145</box>
sequence-name[interactable]: Trichoderma reesei 5840(1)r <box>0 2017 279 2036</box>
sequence-row[interactable]: artkqtarkstggkaprkqlaskaarksapst-------ggvkkphrykpgtvalreirryqkstellirklpfqr--lvreiaqdfksdlrfqssaigalqesveaylvslfedtnlcaihakrvtiqskdiqlarrlrgerg* <box>281 339 1122 353</box>
sequence-row[interactable]: artkqtarkstggkaprkqlaskaarkaapst-------ggvkkphrykpgtvalreirryqkstellirklpfqr--lvreiaqdfksdlrfqssaigalqesveaylvslfedtnlcaihakrvtiqskdiqlarrlrgers* <box>281 225 1122 239</box>
sequence-row[interactable]: artkqtarkstggkaprkqlaskaarksapst-------ggvkkphrykpgtvalreirryqkstellirklpfqr--lvreiaqdfksdlrfqssaigalqesveaylvslfedtnlcaihakrvtiqskdiqlarrlrgern* <box>281 943 1122 957</box>
sequence-row[interactable]: ---------stggkaprkqlaskaarksapst-------ggvkkphrykpgtvalreirryqkstellirklpfqr--lvreiaqdfksdlrfqssaigalqesveaylvslfedtnlcaihakrvtiqskdiqlar-------- <box>281 150 1122 164</box>
sequence-row[interactable]: artkqtarkstggkaprkqlatkaarktaqtat------ggvkkphrfrpgtvalreirryqkstellirklpfqr--lvreiaqdfktdlrfqssavmalqeaaeaylvglfedtnlaaihakr-t-qpkdlalarrlrgert* <box>281 1113 1122 1127</box>
sequence-row[interactable]: artkqtarkstggkaprkqlaskaarksapvt-------ggvkkphrykpgtvalreirrfqkstellirklpfqr--lvreiaqdfktdlrfqssaigaleeaveaylvslfedtnlaaihakrvtiqkkdiqlarrlrgers* <box>281 1641 1122 1655</box>
sequence-row[interactable]: artkqtarkstggkaprkqlaskaarksapat-------ggvkkphrykpgtvalreirryqkstellirklpfqr--lvreiaqdfktdlrfqssaigalqeasveaylvglfedtnlaaihakrvtiqpkdiqlarrlrgers* <box>281 1377 1127 1391</box>
sequence-name[interactable]: Cercospora beticola 5250(3)r <box>0 469 279 488</box>
sequence-name[interactable]: Phaeosphaeria nodorum 5315(2)r <box>0 1470 279 1489</box>
sequence-row[interactable]: artkqtarkstggkaprkqlaskaarksapvs-------ggvkkphrykpgtvalreirrfqkstellirklpfqr--lvreiaqdfktdlrfqssaigaleeaveaylvslfedtnlaaihakrvtiqkkdiqlarrlrgers* <box>281 679 1122 693</box>
sequence-name[interactable]: Mycosphaerella graminicola 5786(1)r <box>0 1300 279 1319</box>
sequence-row[interactable]: artkqtarkstggkaprkqlaskaarksapat-------ggvkkphryrpgtvalreirryqkstellirklpfqr--lvreiaqdfktdlrfqssaigaleeasveaylvglfedtnlaaihakrvtiqpkdiqlarrlrgers* <box>281 301 1127 315</box>
sequence-name[interactable]: Lentinula edodes 2948(1) <box>0 1167 279 1186</box>
sequence-row[interactable]: artkqtarkstggkaprkqlatkaarktaataaat----ggvkkphrfrpgtvalreirryqkstellirklpfqr--lvreiaqdfktdlrfqssavmalqeaaeaylvglfedtnlaaihakrvtiqpkdlalarrlrgera* <box>281 1528 1122 1542</box>
sequence-row[interactable]: artkqtarkstggkaprkqlaskaarksapat-------ggvkkphrykpgtvalreirryqkstellirklpfqr--lvreiaqdfktdlrfqssaigalqeasveaylvglfedtnlaaihakrvtiqpkdihlarrlrgert* <box>281 1282 1127 1296</box>
sequence-name[interactable]: Eremothecium gossypii 2688(2)r <box>0 772 279 791</box>
sequence-name[interactable]: Lodderomyces elongisporus 5301(4)r <box>0 1205 279 1224</box>
sequence-name[interactable]: Encephalitozoon cuniculi 5253(2) <box>0 753 279 772</box>
